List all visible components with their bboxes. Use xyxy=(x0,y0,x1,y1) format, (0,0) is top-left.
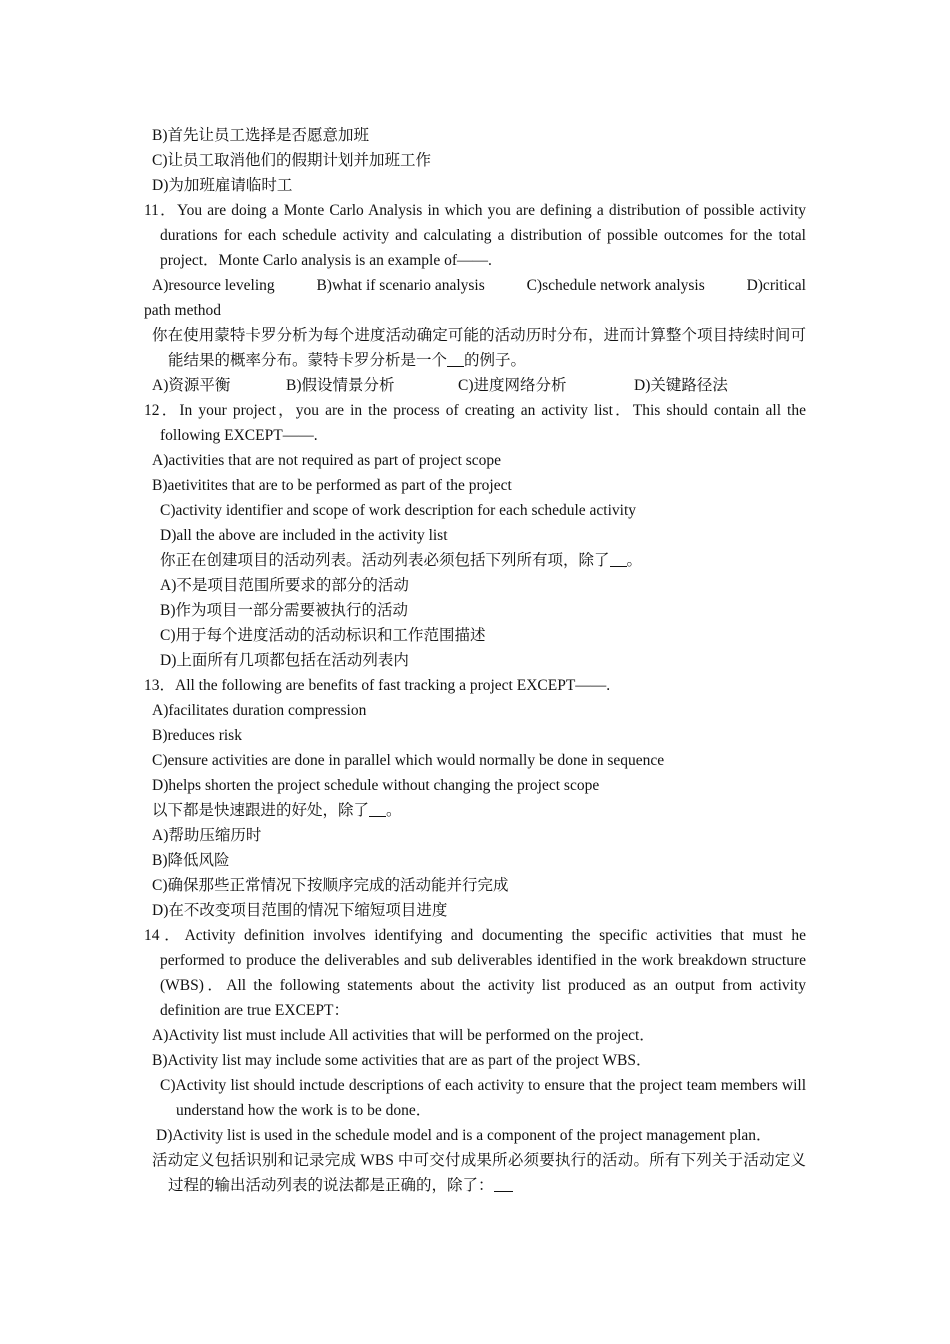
answer-blank xyxy=(447,352,464,367)
q11-option-a-cn: A)资源平衡 xyxy=(152,377,231,394)
q12-question-cn-text: 你正在创建项目的活动列表。活动列表必须包括下列所有项，除了 xyxy=(160,552,610,569)
q12-option-a-en: A)activities that are not required as part of project scope xyxy=(152,452,502,469)
q14-option-d-en: D)Activity list is used in the schedule model and is a component of the project management plan． xyxy=(156,1127,772,1144)
q14-option-c-en: C)Activity list should inctude descriptions of each activity to ensure that the project team members will understand how the work is to be done． xyxy=(160,1077,806,1119)
answer-blank xyxy=(494,1177,513,1192)
q12-option-c-cn: C)用于每个进度活动的活动标识和工作范围描述 xyxy=(160,627,486,644)
q11-option-d-cn: D)关键路径法 xyxy=(634,377,728,394)
q12-option-c-en: C)activity identifier and scope of work description for each schedule activity xyxy=(160,502,637,519)
q12-question-cn-tail: 。 xyxy=(626,552,643,569)
page-content xyxy=(144,123,806,1198)
q12-option-d-en: D)all the above are included in the activity list xyxy=(160,527,448,544)
q11-option-d-en: D)critical xyxy=(746,277,806,294)
q12-option-d-cn: D)上面所有几项都包括在活动列表内 xyxy=(160,652,409,669)
q13-option-d-cn: D)在不改变项目范围的情况下缩短项目进度 xyxy=(152,902,448,919)
q14-question-cn xyxy=(144,1148,806,1198)
q12-option-a-cn: A)不是项目范围所要求的部分的活动 xyxy=(160,577,409,594)
answer-blank xyxy=(369,802,386,817)
q11-option-b-cn: B)假设情景分析 xyxy=(286,377,395,394)
q13-option-b-en: B)reduces risk xyxy=(152,727,242,744)
q12-question-cn xyxy=(144,548,806,573)
q14-option-a-en: A)Activity list must include All activities that will be performed on the project． xyxy=(152,1027,655,1044)
q14-question-cn-text: 活动定义包括识别和记录完成 WBS 中可交付成果所必须要执行的活动。所有下列关于活动定义过程的输出活动列表的说法都是正确的，除了： xyxy=(152,1152,806,1194)
q13-question-cn xyxy=(144,798,806,823)
q11-question-cn xyxy=(144,323,806,373)
q11-question-cn-tail: 的例子。 xyxy=(464,352,527,369)
q10-option-b: B)首先让员工选择是否愿意加班 xyxy=(152,127,370,144)
q13-question-cn-text: 以下都是快速跟进的好处，除了 xyxy=(152,802,370,819)
q10-option-c: C)让员工取消他们的假期计划并加班工作 xyxy=(152,152,432,169)
q13-option-c-en: C)ensure activities are done in parallel which would normally be done in sequence xyxy=(152,752,665,769)
q12-option-b-cn: B)作为项目一部分需要被执行的活动 xyxy=(160,602,409,619)
answer-blank xyxy=(610,552,627,567)
q13-option-a-en: A)facilitates duration compression xyxy=(152,702,367,719)
q11-option-a-en: A)resource leveling xyxy=(152,277,275,294)
q12-question-en: 12．In your project，you are in the process of creating an activity list．This should contain all the following EXCEPT——. xyxy=(144,402,806,444)
q11-option-c-en: C)schedule network analysis xyxy=(526,277,705,294)
q13-option-b-cn: B)降低风险 xyxy=(152,852,230,869)
q11-option-d-continuation: path method xyxy=(144,302,222,319)
q14-option-b-en: B)Activity list may include some activities that are as part of the project WBS． xyxy=(152,1052,652,1069)
q13-option-c-cn: C)确保那些正常情况下按顺序完成的活动能并行完成 xyxy=(152,877,509,894)
q11-options-cn xyxy=(144,373,806,398)
q13-option-d-en: D)helps shorten the project schedule without changing the project scope xyxy=(152,777,600,794)
q11-options-en xyxy=(144,273,806,298)
q11-option-b-en: B)what if scenario analysis xyxy=(316,277,485,294)
q11-question-cn-text: 你在使用蒙特卡罗分析为每个进度活动确定可能的活动历时分布，进而计算整个项目持续时间可能结果的概率分布。蒙特卡罗分析是一个 xyxy=(152,327,806,369)
q13-option-a-cn: A)帮助压缩历时 xyxy=(152,827,262,844)
q13-question-cn-tail: 。 xyxy=(386,802,402,819)
q12-option-b-en: B)aetivitites that are to be performed as part of the project xyxy=(152,477,512,494)
q10-option-d: D)为加班雇请临时工 xyxy=(152,177,293,194)
q11-option-c-cn: C)进度网络分析 xyxy=(458,377,567,394)
q14-question-en: 14．Activity definition involves identifying and documenting the specific activities that must he performed to produce the deliverables and sub deliverables identified in the work breakdown structure (WBS)．All the following statements about the activity list produced as an output from activity definition are true EXCEPT： xyxy=(144,927,806,1019)
q11-question-en: 11．You are doing a Monte Carlo Analysis in which you are defining a distribution of possible activity durations for each schedule activity and calculating a distribution of possible outcomes for the total project．Monte Carlo analysis is an example of——. xyxy=(144,202,806,269)
q13-question-en: 13．All the following are benefits of fast tracking a project EXCEPT——. xyxy=(144,677,611,694)
